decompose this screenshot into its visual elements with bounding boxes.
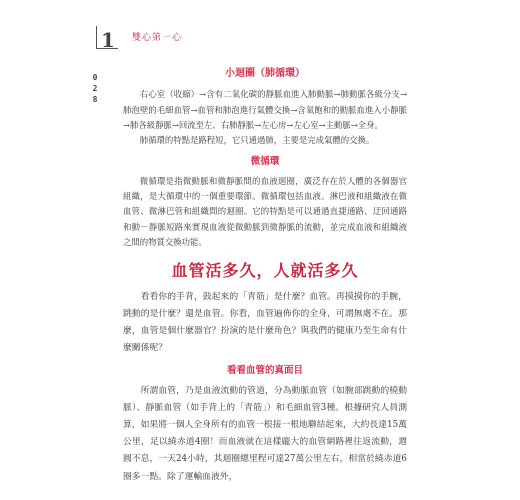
page-number: 1 xyxy=(101,28,115,52)
section-heading-micro: 微循環 xyxy=(250,156,280,168)
header-vertical-rule xyxy=(96,26,97,48)
section-heading-vessels: 看看血管的真面目 xyxy=(226,365,303,377)
folio-number xyxy=(91,72,99,105)
folio-digit: 0 xyxy=(92,73,98,82)
paragraph: 微循環是指微動脈和微靜脈間的血液迴圈，廣泛存在於人體的各個器官組織，是大循環中的一個重要環節。微循環包括血液、淋巴液和組織液在微血管、微淋巴管和組織間的迴圈。它的特點是可以通過直捷通路、迂回通路和動－靜脈短路來實現血液從微動脈到微靜脈的流動，並完成血液和組織液之間的物質交換功能。 xyxy=(123,175,407,247)
paragraph: 肺循環的特點是路程短，它只通過肺，主要是完成氣體的交換。 xyxy=(139,135,375,146)
paragraph: 看看你的手背，鼓起來的「青筋」是什麼？血管。再摸摸你的手腕，跳動的是什麼？還是血管。你看，血管遍佈你的全身，可謂無處不在。那麼，血管是個什麼器官？扮演的是什麼角色？與我們的健康乃至生命有什麼關係呢？ xyxy=(123,291,407,354)
page-body xyxy=(123,66,407,486)
paragraph: 右心室（收縮）→含有二氧化碳的靜脈血進入肺動脈→肺動脈各級分支→肺泡壁的毛細血管→血管和肺泡進行氣體交換→含氧飽和的動脈血進入小靜脈→肺各級靜脈→回流至左、右肺靜脈→左心房→左心室→主動脈→全身。 xyxy=(123,89,407,130)
section-heading-pulmonary: 小迴圈（肺循環） xyxy=(225,68,305,79)
running-head: 雙心第一心 xyxy=(132,33,183,43)
paragraph: 所謂血管，乃是血液流動的管道，分為動脈血管（如腕部跳動的橈動脈）、靜脈血管（如手背上的「青筋」）和毛細血管3種。根據研究人員測算，如果將一個人全身所有的血管一根接一根地聯結起來，大約長達15萬公里，足以繞赤道4圈！而血液就在這樣龐大的血管網路裡往返流動，週圓不息，一天24小時，其迴圈總里程可達27萬公里左右，相當於繞赤道6圈多一點。除了運輸血液外， xyxy=(123,385,407,482)
folio-digit: 2 xyxy=(92,84,98,93)
chapter-title: 血管活多久，人就活多久 xyxy=(171,261,359,281)
folio-digit: 8 xyxy=(92,95,98,104)
